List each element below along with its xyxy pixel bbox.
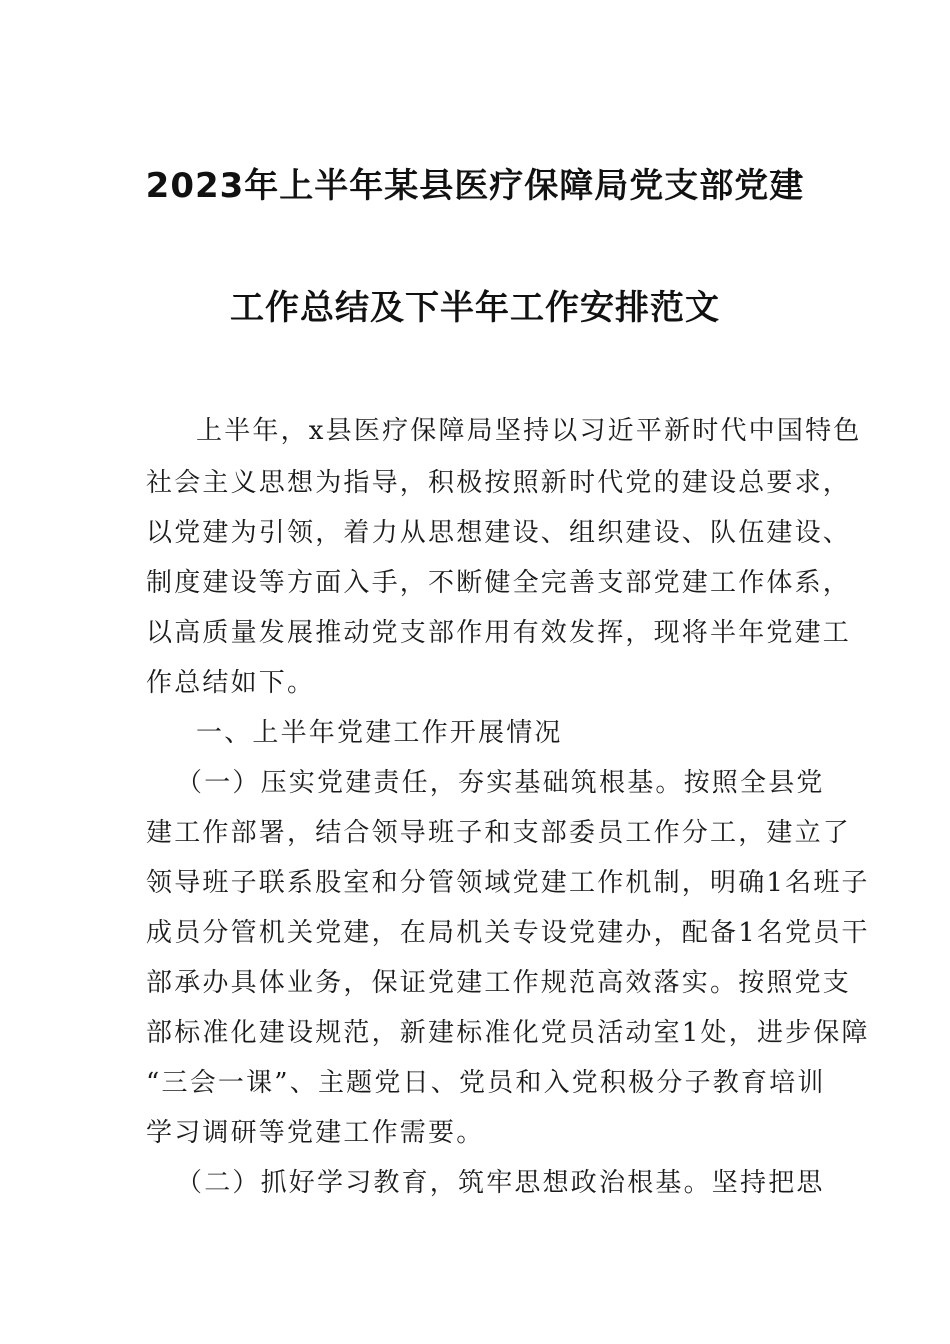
para1-line: 建工作部署，结合领导班子和支部委员工作分工，建立了 (146, 818, 852, 848)
intro-line: 上半年，x县医疗保障局坚持以习近平新时代中国特色 (196, 416, 862, 446)
intro-line: 制度建设等方面入手，不断健全完善支部党建工作体系， (146, 568, 852, 598)
intro-line: 社会主义思想为指导，积极按照新时代党的建设总要求， (146, 468, 852, 498)
para1-line: 成员分管机关党建，在局机关专设党建办，配备1名党员干 (146, 918, 870, 948)
para1-line: “三会一课”、主题党日、党员和入党积极分子教育培训 (146, 1068, 826, 1098)
section-heading: 一、上半年党建工作开展情况 (196, 718, 563, 748)
document-title-line-2: 工作总结及下半年工作安排范文 (230, 288, 720, 328)
para1-line: 部标准化建设规范，新建标准化党员活动室1处，进步保障 (146, 1018, 870, 1048)
document-title-line-1: 2023年上半年某县医疗保障局党支部党建 (145, 166, 805, 206)
para1-line: 学习调研等党建工作需要。 (146, 1118, 485, 1148)
para2-line: （二）抓好学习教育，筑牢思想政治根基。坚持把思 (176, 1168, 825, 1198)
intro-line: 作总结如下。 (146, 668, 316, 698)
para1-line: 领导班子联系股室和分管领域党建工作机制，明确1名班子 (146, 868, 870, 898)
para1-line: （一）压实党建责任，夯实基础筑根基。按照全县党 (176, 768, 825, 798)
para1-line: 部承办具体业务，保证党建工作规范高效落实。按照党支 (146, 968, 852, 998)
intro-line: 以高质量发展推动党支部作用有效发挥，现将半年党建工 (146, 618, 852, 648)
intro-line: 以党建为引领，着力从思想建设、组织建设、队伍建设、 (146, 518, 852, 548)
